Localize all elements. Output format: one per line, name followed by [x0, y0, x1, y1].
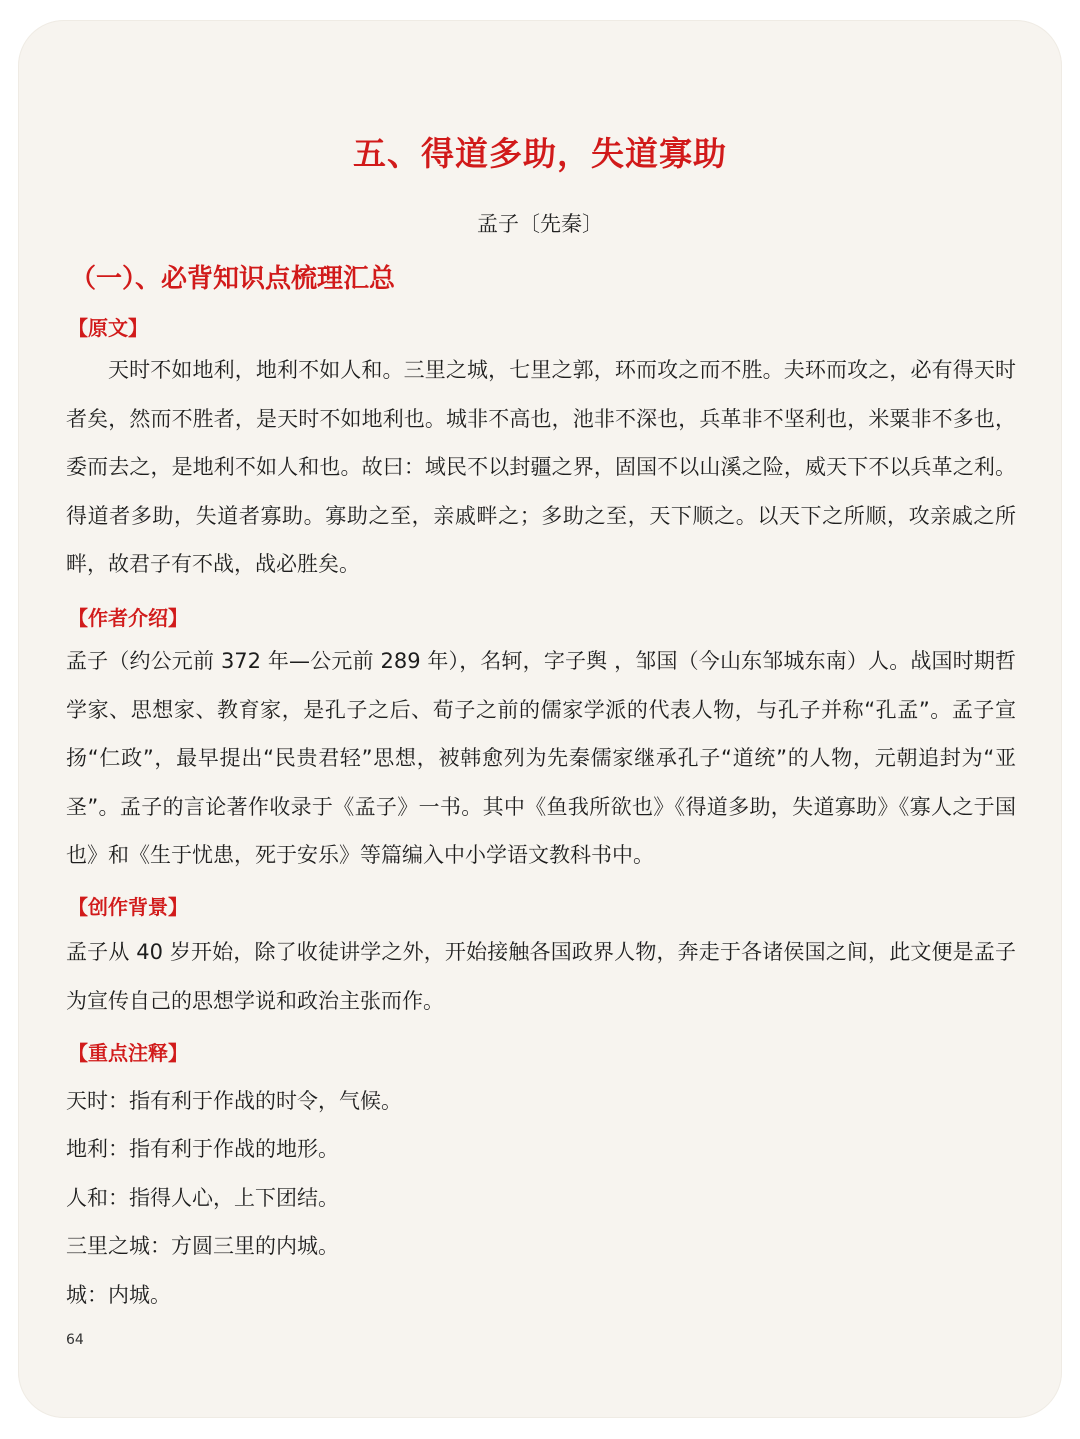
note-item: 人和：指得人心，上下团结。 [66, 1186, 339, 1210]
original-text-label: 【原文】 [68, 316, 148, 340]
author-intro-paragraph: 孟子（约公元前 372 年—公元前 289 年），名轲，字子舆 ，邹国（今山东邹城东南）人。战国时期哲学家、思想家、教育家，是孔子之后、荀子之前的儒家学派的代表人物，与孔子并称“孔孟”。孟子宣扬“仁政”，最早提出“民贵君轻”思想，被韩愈列为先秦儒家继承孔子“道统”的人物，元朝追封为“亚圣”。孟子的言论著作收录于《孟子》一书。其中《鱼我所欲也》《得道多助，失道寡助》《寡人之于国也》和《生于忧患，死于安乐》等篇编入中小学语文教科书中。 [66, 649, 1016, 868]
key-notes-label: 【重点注释】 [68, 1041, 188, 1065]
document-page [18, 20, 1062, 1418]
note-item: 三里之城：方圆三里的内城。 [66, 1234, 339, 1258]
note-item: 地利：指有利于作战的地形。 [66, 1137, 339, 1161]
author-line: 孟子〔先秦〕 [477, 212, 603, 236]
note-item: 天时：指有利于作战的时令，气候。 [66, 1089, 402, 1113]
author-intro-label: 【作者介绍】 [68, 606, 188, 630]
section-heading: （一）、必背知识点梳理汇总 [70, 264, 396, 294]
note-item: 城：内城。 [66, 1283, 171, 1307]
background-label: 【创作背景】 [68, 895, 188, 919]
original-text-paragraph: 天时不如地利，地利不如人和。三里之城，七里之郭，环而攻之而不胜。夫环而攻之，必有得天时者矣，然而不胜者，是天时不如地利也。城非不高也，池非不深也，兵革非不坚利也，米粟非不多也，委而去之，是地利不如人和也。故曰：域民不以封疆之界，固国不以山溪之险，威天下不以兵革之利。得道者多助，失道者寡助。寡助之至，亲戚畔之；多助之至，天下顺之。以天下之所顺，攻亲戚之所畔，故君子有不战，战必胜矣。 [66, 358, 1016, 577]
page-number: 64 [66, 1332, 84, 1348]
page-title: 五、得道多助，失道寡助 [353, 134, 727, 173]
background-paragraph: 孟子从 40 岁开始，除了收徒讲学之外，开始接触各国政界人物，奔走于各诸侯国之间，此文便是孟子为宣传自己的思想学说和政治主张而作。 [66, 940, 1016, 1013]
